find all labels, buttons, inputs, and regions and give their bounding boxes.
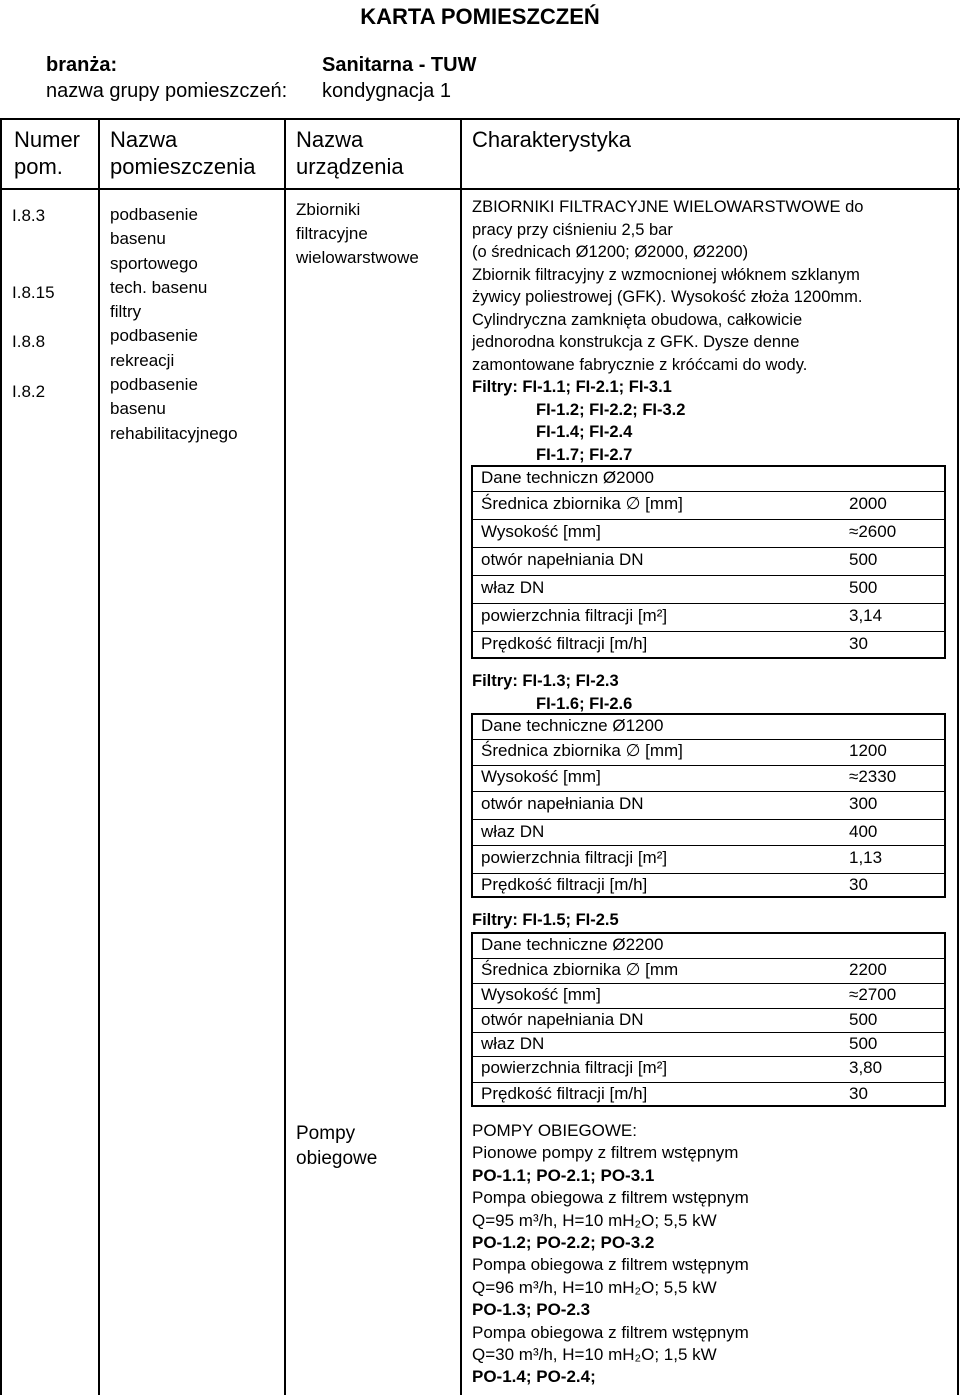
table-row: otwór napełniania DN 500 [473,547,944,576]
table-row: Wysokość [mm] ≈2330 [473,765,944,792]
room-number: I.8.15 [12,283,55,302]
branza-value: Sanitarna - TUW [322,54,477,76]
tech-data-table-1200 [471,713,946,898]
room-name-line: rekreacji [110,350,175,370]
filter-list-2: Filtry: FI-1.3; FI-2.3 FI-1.6; FI-2.6 [472,672,633,713]
room-number: I.8.3 [12,206,46,225]
room-name-line: basenu [110,229,166,249]
table-row: właz DN 500 [473,575,944,604]
room-name-line: filtry [110,302,142,322]
column-header-numer: Numer pom. [14,127,81,179]
table-row: otwór napełniania DN 500 [473,1008,944,1033]
table-row: Średnica zbiornika ∅ [mm] 2000 [473,491,944,520]
filter-list-1: Filtry: FI-1.1; FI-2.1; FI-3.1 FI-1.2; FI-2.2; FI-3.2 FI-1.4; FI-2.4 FI-1.7; FI-2.7 [472,378,686,464]
filter-list-3: Filtry: FI-1.5; FI-2.5 [472,911,619,929]
pump-line: Q=96 m³/h, H=10 mH₂O; 5,5 kW [472,1277,717,1297]
room-names [110,203,238,446]
tech-data-table-2000 [471,465,946,659]
room-name-line: basenu [110,399,166,419]
room-name-line: tech. basenu [110,277,208,297]
table-row: Prędkość filtracji [m/h] 30 [481,634,868,653]
column-header-nazwa-urzadzenia: Nazwa urządzenia [296,127,404,179]
pump-line: Pompa obiegowa z filtrem wstępnym [472,1255,749,1275]
table-row: Prędkość filtracji [m/h] 30 [481,875,868,894]
table-row: Średnica zbiornika ∅ [mm 2200 [473,958,944,984]
table-row: Wysokość [mm] ≈2700 [473,983,944,1009]
grupa-value: kondygnacja 1 [322,80,451,102]
pump-line: PO-1.4; PO-2.4; [472,1367,596,1387]
pump-line: POMPY OBIEGOWE: [472,1121,637,1140]
table-row: powierzchnia filtracji [m²] 1,13 [473,845,944,874]
room-name-line: podbasenie [110,205,198,224]
room-number: I.8.8 [12,332,46,351]
pump-line: Q=30 m³/h, H=10 mH₂O; 1,5 kW [472,1345,717,1365]
grupa-label: nazwa grupy pomieszczeń: [46,80,288,102]
column-header-charakterystyka: Charakterystyka [472,127,631,152]
table-row: powierzchnia filtracji [m²] 3,14 [473,603,944,632]
table-row: właz DN 400 [473,819,944,846]
column-header-nazwa-pomieszczenia: Nazwa pomieszczenia [110,127,256,179]
pump-line: PO-1.3; PO-2.3 [472,1300,591,1320]
room-number: I.8.2 [12,382,46,401]
table-row: właz DN 500 [473,1032,944,1057]
table-row: Prędkość filtracji [m/h] 30 [481,1084,868,1103]
table-right-border [957,118,959,1395]
table-heading: Dane techniczn Ø2000 [473,467,944,492]
page-title: KARTA POMIESZCZEŃ [360,4,600,29]
device-name-pumps: Pompy obiegowe [296,1123,378,1169]
pump-line: Q=95 m³/h, H=10 mH₂O; 5,5 kW [472,1210,717,1230]
table-row: Średnica zbiornika ∅ [mm] 1200 [473,739,944,766]
pumps-description [472,1120,749,1389]
branza-label: branża: [46,54,118,76]
room-name-line: rehabilitacyjnego [110,423,238,443]
room-name-line: podbasenie [110,326,198,346]
table-row: powierzchnia filtracji [m²] 3,80 [473,1056,944,1083]
description: ZBIORNIKI FILTRACYJNE WIELOWARSTWOWE do pracy przy ciśnieniu 2,5 bar (o średnicach Ø1200; Ø2000, Ø2200) Zbiornik filtracyjny z wzmocnionej włóknem szklanym żywicy poliestrowej (GFK). Wysokość złoża 1200mm. Cylindryczna zamknięta obudowa, całkowicie jednorodna konstrukcja z GFK. Dysze denne zamontowane fabrycznie z króćcami do wody. [472,198,864,374]
header-bottom-border [0,188,960,190]
tech-data-table-2200 [471,932,946,1107]
room-name-line: podbasenie [110,375,198,395]
table-heading: Dane techniczne Ø1200 [473,715,944,740]
column-divider [284,118,286,1395]
pump-line: Pompa obiegowa z filtrem wstępnym [472,1188,749,1208]
column-divider [98,118,100,1395]
table-top-border [0,118,960,120]
pump-line: PO-1.1; PO-2.1; PO-3.1 [472,1165,655,1185]
table-heading: Dane techniczne Ø2200 [473,934,944,959]
pump-line: PO-1.2; PO-2.2; PO-3.2 [472,1233,655,1253]
device-name-filters: Zbiorniki filtracyjne wielowarstwowe [296,200,419,267]
room-name-line: sportowego [110,253,198,273]
pump-line: Pompa obiegowa z filtrem wstępnym [472,1322,749,1342]
table-row: Wysokość [mm] ≈2600 [473,519,944,548]
column-divider [460,118,462,1395]
table-left-border [0,118,2,1395]
pump-line: Pionowe pompy z filtrem wstępnym [472,1143,739,1163]
table-row: otwór napełniania DN 300 [473,791,944,820]
